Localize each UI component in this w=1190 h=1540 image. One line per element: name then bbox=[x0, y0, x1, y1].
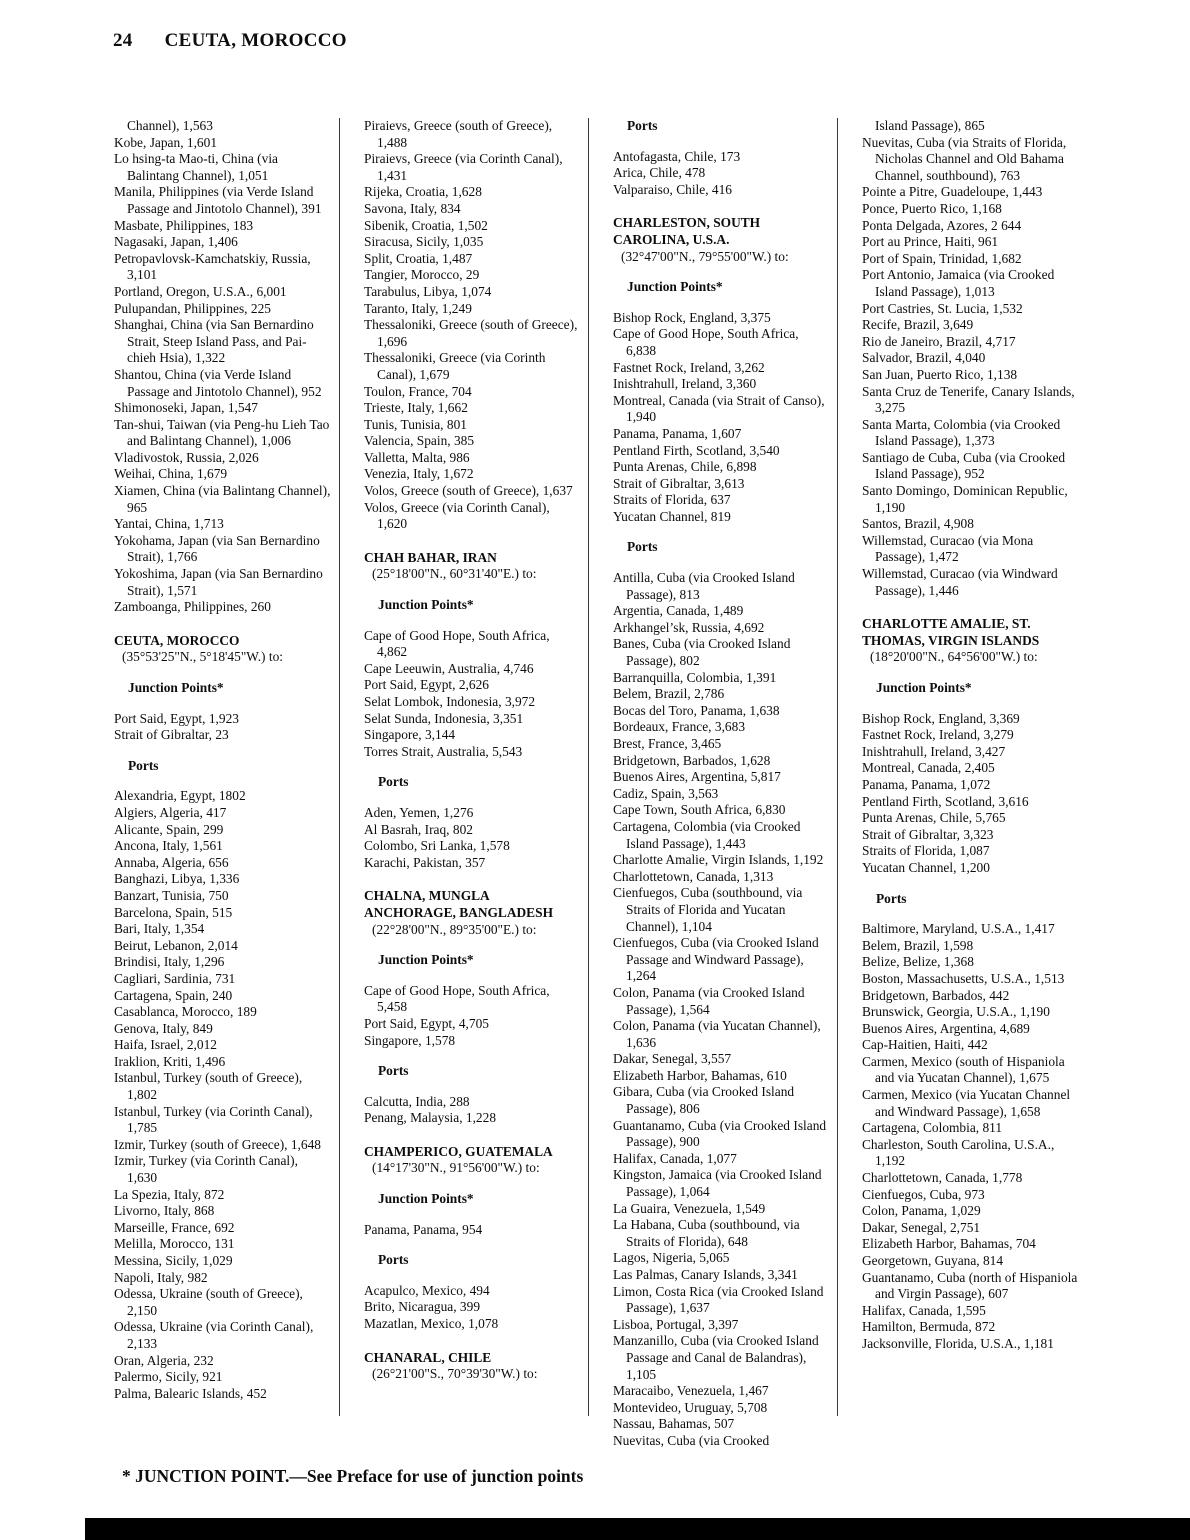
section-coordinates: (26°21'00"S., 70°39'30"W.) to: bbox=[372, 1366, 538, 1382]
distance-entry: Cartagena, Colombia (via Crooked Island Passage), 1,443 bbox=[613, 818, 801, 851]
distance-entry: Al Basrah, Iraq, 802 bbox=[364, 821, 473, 837]
distance-entry: Petropavlovsk-Kamchatskiy, Russia, 3,101 bbox=[114, 250, 311, 283]
distance-entry: Charlottetown, Canada, 1,313 bbox=[613, 868, 774, 884]
distance-entry: Brindisi, Italy, 1,296 bbox=[114, 954, 225, 970]
distance-entry: Singapore, 3,144 bbox=[364, 727, 456, 743]
distance-entry: Xiamen, China (via Balintang Channel), 965 bbox=[114, 483, 331, 515]
distance-entry: Maracaibo, Venezuela, 1,467 bbox=[613, 1383, 769, 1399]
distance-entry: Antilla, Cuba (via Crooked Island Passage), 813 bbox=[613, 570, 795, 602]
distance-entry: Recife, Brazil, 3,649 bbox=[862, 317, 974, 333]
distance-entry: Calcutta, India, 288 bbox=[364, 1093, 470, 1109]
distance-entry: Antofagasta, Chile, 173 bbox=[613, 148, 741, 164]
distance-entry: Banzart, Tunisia, 750 bbox=[114, 887, 229, 903]
junction-point-footnote: * JUNCTION POINT.—See Preface for use of junction points bbox=[122, 1465, 584, 1486]
distance-entry: Bridgetown, Barbados, 1,628 bbox=[613, 752, 771, 768]
distance-entry: Colon, Panama (via Crooked Island Passage), 1,564 bbox=[613, 984, 805, 1017]
distance-entry: Santos, Brazil, 4,908 bbox=[862, 516, 974, 532]
distance-entry: Zamboanga, Philippines, 260 bbox=[114, 599, 271, 615]
distance-entry: Pointe a Pitre, Guadeloupe, 1,443 bbox=[862, 184, 1043, 200]
distance-entry: Valparaiso, Chile, 416 bbox=[613, 181, 733, 197]
distance-entry: Punta Arenas, Chile, 6,898 bbox=[613, 459, 757, 475]
distance-entry: Rijeka, Croatia, 1,628 bbox=[364, 184, 482, 200]
distance-entry: Guantanamo, Cuba (via Crooked Island Passage), 900 bbox=[613, 1117, 827, 1150]
distance-entry: Nagasaki, Japan, 1,406 bbox=[114, 234, 238, 250]
distance-entry: Nassau, Bahamas, 507 bbox=[613, 1416, 735, 1432]
distance-entry: Cienfuegos, Cuba, 973 bbox=[862, 1186, 985, 1202]
distance-entry: Montevideo, Uruguay, 5,708 bbox=[613, 1399, 768, 1415]
distance-entry: Mazatlan, Mexico, 1,078 bbox=[364, 1316, 499, 1332]
distance-entry: Messina, Sicily, 1,029 bbox=[114, 1253, 233, 1268]
distance-entry: Shanghai, China (via San Bernardino Strait, Steep Island Pass, and Pai-chieh Hsia), 1,322 bbox=[114, 317, 314, 366]
distance-entry: La Habana, Cuba (southbound, via Straits of Florida), 648 bbox=[613, 1217, 800, 1249]
distance-entry: Inishtrahull, Ireland, 3,360 bbox=[613, 376, 757, 392]
distance-entry: Strait of Gibraltar, 3,323 bbox=[862, 826, 994, 842]
distance-entry: Punta Arenas, Chile, 5,765 bbox=[862, 810, 1006, 826]
distance-entry: Cadiz, Spain, 3,563 bbox=[613, 785, 719, 801]
distance-entry: Savona, Italy, 834 bbox=[364, 200, 461, 216]
distance-entry: Rio de Janeiro, Brazil, 4,717 bbox=[862, 333, 1016, 349]
distance-entry: Buenos Aires, Argentina, 4,689 bbox=[862, 1020, 1030, 1036]
distance-entry: Halifax, Canada, 1,077 bbox=[613, 1150, 737, 1166]
distance-entry: Casablanca, Morocco, 189 bbox=[114, 1004, 257, 1020]
distance-entry: Port Said, Egypt, 1,923 bbox=[114, 710, 239, 726]
distance-entry: Bishop Rock, England, 3,375 bbox=[613, 309, 771, 325]
distance-entry: Brito, Nicaragua, 399 bbox=[364, 1299, 481, 1315]
text-column bbox=[837, 118, 1086, 1416]
distance-entry: Baltimore, Maryland, U.S.A., 1,417 bbox=[862, 921, 1055, 937]
distance-entry: Belize, Belize, 1,368 bbox=[862, 954, 974, 970]
distance-entry: Palermo, Sicily, 921 bbox=[114, 1369, 223, 1385]
distance-entry: Carmen, Mexico (via Yucatan Channel and Windward Passage), 1,658 bbox=[862, 1087, 1071, 1119]
distance-entry: Bocas del Toro, Panama, 1,638 bbox=[613, 702, 780, 718]
distance-entry: Inishtrahull, Ireland, 3,427 bbox=[862, 743, 1006, 759]
distance-entry: Port of Spain, Trinidad, 1,682 bbox=[862, 250, 1022, 266]
distance-entry: Masbate, Philippines, 183 bbox=[114, 217, 254, 233]
distance-entry: Port Castries, St. Lucia, 1,532 bbox=[862, 300, 1023, 316]
distance-entry: Santa Cruz de Tenerife, Canary Islands, 3,275 bbox=[862, 383, 1075, 416]
distance-entry: Alexandria, Egypt, 1802 bbox=[114, 788, 246, 804]
group-subheading: Ports bbox=[627, 539, 658, 555]
distance-entry: Split, Croatia, 1,487 bbox=[364, 250, 473, 266]
group-subheading: Junction Points* bbox=[876, 680, 972, 695]
distance-entry: Lagos, Nigeria, 5,065 bbox=[613, 1250, 730, 1266]
distance-entry: Port Said, Egypt, 2,626 bbox=[364, 677, 489, 693]
distance-entry: Charlotte Amalie, Virgin Islands, 1,192 bbox=[613, 852, 824, 868]
distance-entry: Argentia, Canada, 1,489 bbox=[613, 603, 744, 619]
distance-entry: Santa Marta, Colombia (via Crooked Island Passage), 1,373 bbox=[862, 416, 1061, 449]
section-heading: CEUTA, MOROCCO bbox=[114, 632, 240, 648]
distance-entry: Boston, Massachusetts, U.S.A., 1,513 bbox=[862, 970, 1065, 986]
distance-entry: Tunis, Tunisia, 801 bbox=[364, 416, 467, 432]
distance-entry: Odessa, Ukraine (south of Greece), 2,150 bbox=[114, 1286, 303, 1318]
distance-entry: Belem, Brazil, 2,786 bbox=[613, 686, 725, 702]
distance-entry: Toulon, France, 704 bbox=[364, 383, 472, 399]
group-subheading: Ports bbox=[378, 1063, 409, 1079]
group-subheading: Junction Points* bbox=[128, 680, 224, 695]
distance-entry: Volos, Greece (south of Greece), 1,637 bbox=[364, 483, 573, 499]
distance-entry: Taranto, Italy, 1,249 bbox=[364, 300, 472, 316]
distance-entry: Tan-shui, Taiwan (via Peng-hu Lieh Tao and Balintang Channel), 1,006 bbox=[114, 416, 330, 449]
distance-entry: Volos, Greece (via Corinth Canal), 1,620 bbox=[364, 499, 550, 532]
distance-entry: Haifa, Israel, 2,012 bbox=[114, 1037, 217, 1053]
distance-entry: Kingston, Jamaica (via Crooked Island Passage), 1,064 bbox=[613, 1167, 822, 1200]
page-number: 24 bbox=[113, 30, 133, 51]
distance-entry: Arkhangel’sk, Russia, 4,692 bbox=[613, 619, 765, 635]
distance-entry: Cienfuegos, Cuba (southbound, via Straits of Florida and Yucatan Channel), 1,104 bbox=[613, 885, 803, 934]
distance-entry: Elizabeth Harbor, Bahamas, 704 bbox=[862, 1236, 1036, 1252]
distance-entry: Tangier, Morocco, 29 bbox=[364, 267, 480, 283]
page-title: CEUTA, MOROCCO bbox=[164, 30, 347, 51]
distance-entry: Oran, Algeria, 232 bbox=[114, 1352, 214, 1368]
columns bbox=[90, 118, 1086, 1448]
distance-entry: Algiers, Algeria, 417 bbox=[114, 804, 227, 820]
distance-entry: Carmen, Mexico (south of Hispaniola and via Yucatan Channel), 1,675 bbox=[862, 1053, 1065, 1086]
distance-entry: Marseille, France, 692 bbox=[114, 1219, 235, 1235]
section-coordinates: (32°47'00"N., 79°55'00"W.) to: bbox=[621, 248, 789, 264]
distance-entry: Belem, Brazil, 1,598 bbox=[862, 937, 974, 953]
distance-entry: Willemstad, Curacao (via Windward Passage), 1,446 bbox=[862, 566, 1058, 598]
distance-entry: Sibenik, Croatia, 1,502 bbox=[364, 217, 488, 233]
distance-entry: Aden, Yemen, 1,276 bbox=[364, 804, 474, 820]
distance-entry: La Guaira, Venezuela, 1,549 bbox=[613, 1200, 766, 1216]
group-subheading: Ports bbox=[378, 1252, 409, 1268]
distance-entry: Charleston, South Carolina, U.S.A., 1,192 bbox=[862, 1136, 1055, 1169]
distance-entry: Panama, Panama, 954 bbox=[364, 1221, 483, 1237]
distance-entry: Yucatan Channel, 819 bbox=[613, 508, 731, 524]
text-column bbox=[339, 118, 588, 1416]
distance-entry: Livorno, Italy, 868 bbox=[114, 1203, 215, 1219]
distance-entry: Pentland Firth, Scotland, 3,540 bbox=[613, 442, 780, 458]
distance-entry: Cape of Good Hope, South Africa, 5,458 bbox=[364, 982, 550, 1015]
section-heading: CHARLOTTE AMALIE, ST. THOMAS, VIRGIN ISLANDS bbox=[862, 616, 1040, 648]
distance-entry: Singapore, 1,578 bbox=[364, 1032, 456, 1048]
distance-entry: Bordeaux, France, 3,683 bbox=[613, 719, 746, 735]
distance-entry: Brunswick, Georgia, U.S.A., 1,190 bbox=[862, 1004, 1050, 1020]
distance-entry: Cap-Haitien, Haiti, 442 bbox=[862, 1037, 988, 1053]
distance-entry: Shimonoseki, Japan, 1,547 bbox=[114, 400, 258, 416]
distance-entry: Selat Lombok, Indonesia, 3,972 bbox=[364, 694, 536, 709]
section-coordinates: (35°53'25"N., 5°18'45"W.) to: bbox=[122, 649, 283, 665]
distance-entry: Istanbul, Turkey (south of Greece), 1,802 bbox=[114, 1070, 303, 1103]
distance-entry: Strait of Gibraltar, 3,613 bbox=[613, 475, 745, 491]
distance-entry: Cagliari, Sardinia, 731 bbox=[114, 970, 236, 986]
distance-entry: Ancona, Italy, 1,561 bbox=[114, 838, 223, 854]
distance-entry: Melilla, Morocco, 131 bbox=[114, 1236, 235, 1252]
distance-entry: San Juan, Puerto Rico, 1,138 bbox=[862, 366, 1018, 382]
text-column bbox=[588, 118, 837, 1448]
distance-entry: Cartagena, Colombia, 811 bbox=[862, 1120, 1003, 1136]
distance-entry: Lisboa, Portugal, 3,397 bbox=[613, 1316, 739, 1332]
distance-entry: Georgetown, Guyana, 814 bbox=[862, 1253, 1004, 1268]
distance-entry: Pulupandan, Philippines, 225 bbox=[114, 300, 271, 316]
distance-entry: Barcelona, Spain, 515 bbox=[114, 904, 233, 920]
distance-entry: Dakar, Senegal, 3,557 bbox=[613, 1051, 732, 1067]
distance-entry: Port Said, Egypt, 4,705 bbox=[364, 1015, 489, 1031]
distance-entry: Selat Sunda, Indonesia, 3,351 bbox=[364, 710, 524, 726]
distance-entry: Manzanillo, Cuba (via Crooked Island Passage and Canal de Balandras), 1,105 bbox=[613, 1333, 819, 1382]
group-subheading: Junction Points* bbox=[627, 279, 723, 295]
section-coordinates: (22°28'00"N., 89°35'00"E.) to: bbox=[372, 921, 537, 937]
distance-entry: La Spezia, Italy, 872 bbox=[114, 1186, 225, 1202]
distance-entry: Salvador, Brazil, 4,040 bbox=[862, 350, 986, 366]
group-subheading: Ports bbox=[627, 118, 658, 133]
section-heading: CHARLESTON, SOUTH CAROLINA, U.S.A. bbox=[613, 215, 761, 247]
distance-entry: Valencia, Spain, 385 bbox=[364, 433, 475, 449]
section-coordinates: (18°20'00"N., 64°56'00"W.) to: bbox=[870, 649, 1038, 665]
distance-entry: Kobe, Japan, 1,601 bbox=[114, 134, 218, 150]
distance-entry: Cienfuegos, Cuba (via Crooked Island Passage and Windward Passage), 1,264 bbox=[613, 935, 819, 984]
distance-entry: Las Palmas, Canary Islands, 3,341 bbox=[613, 1267, 798, 1282]
distance-entry: Piraievs, Greece (south of Greece), 1,488 bbox=[364, 118, 553, 150]
distance-entry: Yucatan Channel, 1,200 bbox=[862, 859, 990, 875]
distance-entry: Yantai, China, 1,713 bbox=[114, 516, 224, 532]
distance-entry: Cape of Good Hope, South Africa, 6,838 bbox=[613, 326, 799, 358]
section-heading: CHANARAL, CHILE bbox=[364, 1349, 492, 1365]
distance-entry: Lo hsing-ta Mao-ti, China (via Balintang Channel), 1,051 bbox=[114, 151, 279, 183]
distance-entry-continuation: Channel), 1,563 bbox=[127, 118, 213, 133]
distance-entry: Limon, Costa Rica (via Crooked Island Passage), 1,637 bbox=[613, 1283, 824, 1316]
section-coordinates: (14°17'30"N., 91°56'00"W.) to: bbox=[372, 1160, 540, 1176]
distance-entry: Dakar, Senegal, 2,751 bbox=[862, 1219, 981, 1235]
distance-entry: Yokoshima, Japan (via San Bernardino Strait), 1,571 bbox=[114, 566, 323, 598]
distance-entry: Iraklion, Kriti, 1,496 bbox=[114, 1053, 226, 1069]
distance-entry: Bishop Rock, England, 3,369 bbox=[862, 710, 1020, 726]
distance-entry: Istanbul, Turkey (via Corinth Canal), 1,785 bbox=[114, 1103, 313, 1136]
distance-entry: Willemstad, Curacao (via Mona Passage), 1,472 bbox=[862, 532, 1034, 565]
distance-entry: Genova, Italy, 849 bbox=[114, 1020, 213, 1036]
distance-entry: Tarabulus, Libya, 1,074 bbox=[364, 283, 492, 299]
distance-entry: Cape of Good Hope, South Africa, 4,862 bbox=[364, 627, 550, 660]
distance-entry: Palma, Balearic Islands, 452 bbox=[114, 1385, 267, 1401]
text-column bbox=[90, 118, 339, 1416]
distance-entry: Barranquilla, Colombia, 1,391 bbox=[613, 669, 777, 685]
distance-entry: Ponta Delgada, Azores, 2 644 bbox=[862, 217, 1022, 233]
distance-entry: Thessaloniki, Greece (south of Greece), 1,696 bbox=[364, 317, 578, 349]
distance-entry: Banes, Cuba (via Crooked Island Passage), 802 bbox=[613, 636, 791, 669]
distance-entry: Yokohama, Japan (via San Bernardino Strait), 1,766 bbox=[114, 532, 320, 565]
distance-entry: Santiago de Cuba, Cuba (via Crooked Island Passage), 952 bbox=[862, 449, 1066, 482]
distance-entry: Ponce, Puerto Rico, 1,168 bbox=[862, 200, 1002, 216]
distance-entry: Buenos Aires, Argentina, 5,817 bbox=[613, 769, 781, 785]
distance-entry: Portland, Oregon, U.S.A., 6,001 bbox=[114, 283, 287, 299]
distance-entry: Brest, France, 3,465 bbox=[613, 736, 722, 751]
distance-entry: Bari, Italy, 1,354 bbox=[114, 921, 205, 937]
distance-entry: Jacksonville, Florida, U.S.A., 1,181 bbox=[862, 1335, 1054, 1351]
distance-entry: Cartagena, Spain, 240 bbox=[114, 987, 233, 1003]
distance-entry: Arica, Chile, 478 bbox=[613, 165, 706, 181]
distance-entry: Port au Prince, Haiti, 961 bbox=[862, 234, 999, 250]
distance-entry: Straits of Florida, 637 bbox=[613, 492, 731, 508]
distance-entry: Fastnet Rock, Ireland, 3,279 bbox=[862, 727, 1014, 743]
group-subheading: Junction Points* bbox=[378, 1191, 474, 1207]
distance-entry: Torres Strait, Australia, 5,543 bbox=[364, 743, 523, 759]
distance-entry: Straits of Florida, 1,087 bbox=[862, 843, 990, 859]
section-heading: CHAMPERICO, GUATEMALA bbox=[364, 1143, 553, 1159]
distance-entry: Panama, Panama, 1,607 bbox=[613, 425, 742, 441]
distance-entry: Gibara, Cuba (via Crooked Island Passage), 806 bbox=[613, 1084, 795, 1117]
page-header bbox=[113, 30, 347, 52]
group-subheading: Ports bbox=[378, 774, 409, 790]
distance-entry: Colon, Panama (via Yucatan Channel), 1,636 bbox=[613, 1018, 821, 1050]
distance-entry: Hamilton, Bermuda, 872 bbox=[862, 1319, 996, 1335]
group-subheading: Ports bbox=[128, 757, 159, 773]
distance-entry: Siracusa, Sicily, 1,035 bbox=[364, 234, 484, 250]
distance-entry: Thessaloniki, Greece (via Corinth Canal), 1,679 bbox=[364, 350, 546, 382]
distance-entry: Penang, Malaysia, 1,228 bbox=[364, 1110, 497, 1126]
section-heading: CHAH BAHAR, IRAN bbox=[364, 549, 497, 565]
distance-entry: Montreal, Canada, 2,405 bbox=[862, 760, 995, 776]
distance-entry: Vladivostok, Russia, 2,026 bbox=[114, 449, 259, 465]
distance-entry: Karachi, Pakistan, 357 bbox=[364, 854, 486, 870]
distance-entry: Colombo, Sri Lanka, 1,578 bbox=[364, 838, 510, 854]
distance-entry: Alicante, Spain, 299 bbox=[114, 821, 224, 837]
distance-entry: Cape Town, South Africa, 6,830 bbox=[613, 802, 786, 818]
distance-entry: Bridgetown, Barbados, 442 bbox=[862, 987, 1010, 1003]
distance-entry: Izmir, Turkey (south of Greece), 1,648 bbox=[114, 1136, 321, 1152]
distance-entry: Strait of Gibraltar, 23 bbox=[114, 727, 229, 743]
distance-entry: Acapulco, Mexico, 494 bbox=[364, 1282, 490, 1298]
distance-entry: Napoli, Italy, 982 bbox=[114, 1269, 208, 1285]
distance-entry: Venezia, Italy, 1,672 bbox=[364, 466, 474, 482]
distance-entry: Nuevitas, Cuba (via Straits of Florida, Nicholas Channel and Old Bahama Channel, southbound), 763 bbox=[862, 134, 1067, 183]
distance-entry: Panama, Panama, 1,072 bbox=[862, 776, 991, 792]
distance-entry: Fastnet Rock, Ireland, 3,262 bbox=[613, 359, 765, 375]
group-subheading: Junction Points* bbox=[378, 952, 474, 968]
group-subheading: Ports bbox=[876, 890, 907, 906]
distance-entry: Charlottetown, Canada, 1,778 bbox=[862, 1170, 1023, 1186]
section-coordinates: (25°18'00"N., 60°31'40"E.) to: bbox=[372, 566, 537, 582]
distance-entry: Santo Domingo, Dominican Republic, 1,190 bbox=[862, 483, 1068, 515]
distance-entry: Banghazi, Libya, 1,336 bbox=[114, 871, 240, 887]
distance-entry: Elizabeth Harbor, Bahamas, 610 bbox=[613, 1067, 787, 1083]
distance-entry: Trieste, Italy, 1,662 bbox=[364, 400, 468, 416]
distance-entry: Port Antonio, Jamaica (via Crooked Island Passage), 1,013 bbox=[862, 267, 1055, 299]
distance-entry: Montreal, Canada (via Strait of Canso), 1,940 bbox=[613, 392, 825, 425]
distance-entry: Colon, Panama, 1,029 bbox=[862, 1203, 981, 1219]
distance-entry: Cape Leeuwin, Australia, 4,746 bbox=[364, 660, 534, 676]
distance-entry: Annaba, Algeria, 656 bbox=[114, 854, 229, 870]
distance-entry: Manila, Philippines (via Verde Island Passage and Jintotolo Channel), 391 bbox=[114, 184, 322, 216]
distance-entry: Valletta, Malta, 986 bbox=[364, 449, 470, 465]
distance-entry: Nuevitas, Cuba (via Crooked bbox=[613, 1432, 770, 1448]
distance-entry: Piraievs, Greece (via Corinth Canal), 1,431 bbox=[364, 151, 563, 183]
page-bottom-bar bbox=[85, 1518, 1190, 1540]
distance-entry: Guantanamo, Cuba (north of Hispaniola and Virgin Passage), 607 bbox=[862, 1269, 1078, 1302]
distance-entry: Odessa, Ukraine (via Corinth Canal), 2,133 bbox=[114, 1319, 314, 1351]
distance-entry: Pentland Firth, Scotland, 3,616 bbox=[862, 793, 1029, 809]
distance-entry: Shantou, China (via Verde Island Passage and Jintotolo Channel), 952 bbox=[114, 366, 322, 399]
distance-entry-continuation: Island Passage), 865 bbox=[875, 118, 985, 133]
distance-entry: Halifax, Canada, 1,595 bbox=[862, 1302, 986, 1318]
section-heading: CHALNA, MUNGLA ANCHORAGE, BANGLADESH bbox=[364, 888, 553, 920]
distance-entry: Izmir, Turkey (via Corinth Canal), 1,630 bbox=[114, 1153, 298, 1186]
distance-entry: Weihai, China, 1,679 bbox=[114, 466, 228, 482]
distance-entry: Beirut, Lebanon, 2,014 bbox=[114, 937, 238, 953]
group-subheading: Junction Points* bbox=[378, 597, 474, 613]
